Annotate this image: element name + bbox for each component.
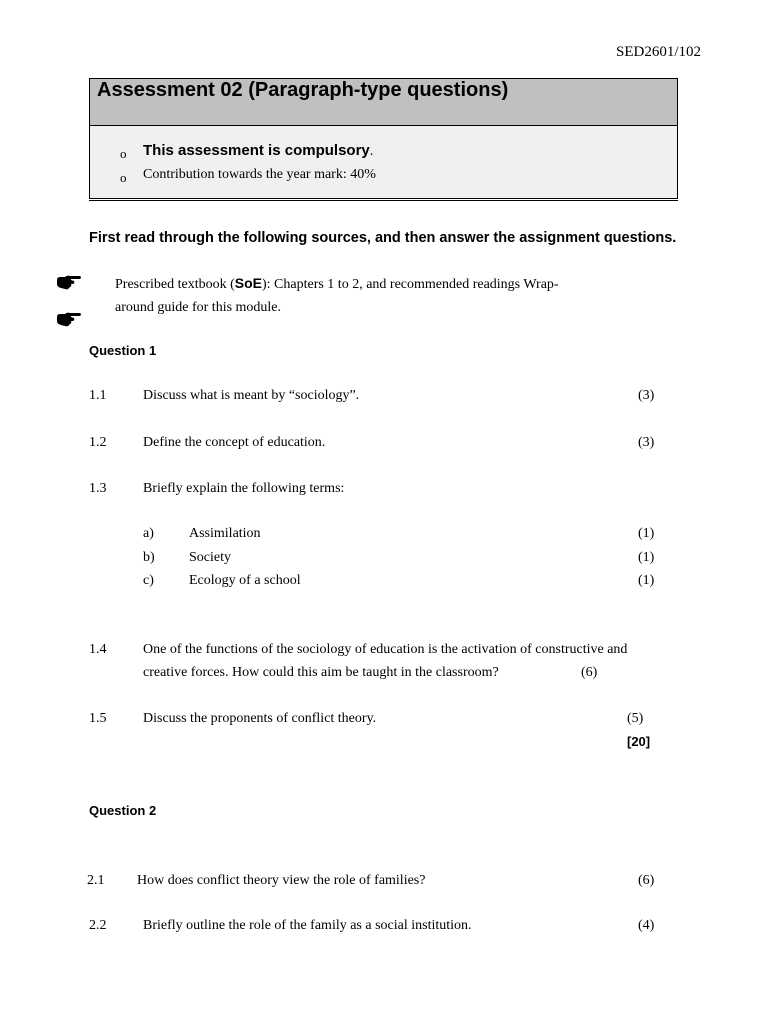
question-number: 1.5 [89, 711, 107, 726]
question-text: Briefly explain the following terms: [143, 481, 345, 496]
subitem-label: a) [143, 526, 154, 541]
question-mark: (3) [638, 435, 655, 450]
question-number: 1.4 [89, 642, 107, 657]
instruction-text: First read through the following sources, and then answer the assignment questions. [89, 230, 677, 246]
question-mark: (6) [638, 873, 655, 888]
assessment-title: Assessment 02 (Paragraph-type questions) [97, 79, 509, 101]
question-text: Define the concept of education. [143, 435, 326, 450]
subitem-mark: (1) [638, 573, 655, 588]
subitem-mark: (1) [638, 526, 655, 541]
subitem-label: b) [143, 550, 155, 565]
assessment-box-body [90, 126, 677, 198]
question-text: Discuss the proponents of conflict theory. [143, 711, 377, 726]
question-number: 1.3 [89, 481, 107, 496]
subitem-label: c) [143, 573, 154, 588]
question-1-total: [20] [627, 734, 651, 749]
module-code: SED2601/102 [616, 44, 702, 60]
contribution-note: Contribution towards the year mark: 40% [143, 167, 376, 182]
compulsory-note-end: . [369, 144, 374, 159]
question-mark: (4) [638, 918, 655, 933]
assessment-box-header [90, 79, 677, 126]
subitem-text: Assimilation [189, 526, 261, 541]
question-2-heading: Question 2 [89, 803, 157, 818]
subitem-mark: (1) [638, 550, 655, 565]
question-text: Discuss what is meant by “sociology”. [143, 388, 360, 403]
bullet-marker: o [120, 146, 127, 161]
source-text-a: Prescribed textbook ( [115, 277, 235, 292]
question-number: 2.2 [89, 918, 107, 933]
question-number: 2.1 [87, 873, 105, 888]
question-text: How does conflict theory view the role of families? [137, 873, 426, 888]
compulsory-note [143, 142, 373, 160]
pointing-hand-icon [56, 273, 82, 291]
assessment-box-underline [89, 200, 678, 201]
question-mark: (6) [581, 665, 598, 680]
question-number: 1.1 [89, 388, 107, 403]
question-mark: (5) [627, 711, 644, 726]
question-text: Briefly outline the role of the family as a social institution. [143, 918, 472, 933]
question-mark: (3) [638, 388, 655, 403]
source-line-2: around guide for this module. [115, 300, 282, 315]
subitem-text: Ecology of a school [189, 573, 301, 588]
source-text-b: ): Chapters 1 to 2, and recommended readings Wrap- [261, 277, 559, 292]
question-text-line-2: creative forces. How could this aim be taught in the classroom? [143, 665, 499, 680]
pointing-hand-icon [56, 310, 82, 328]
source-soe-abbrev: SoE [234, 275, 262, 291]
question-1-heading: Question 1 [89, 343, 157, 358]
compulsory-note-bold: This assessment is compulsory [143, 142, 370, 159]
source-line-1 [115, 275, 559, 293]
question-text-line-1: One of the functions of the sociology of education is the activation of constructive and [143, 642, 628, 657]
question-number: 1.2 [89, 435, 107, 450]
subitem-text: Society [189, 550, 231, 565]
bullet-marker: o [120, 170, 127, 185]
